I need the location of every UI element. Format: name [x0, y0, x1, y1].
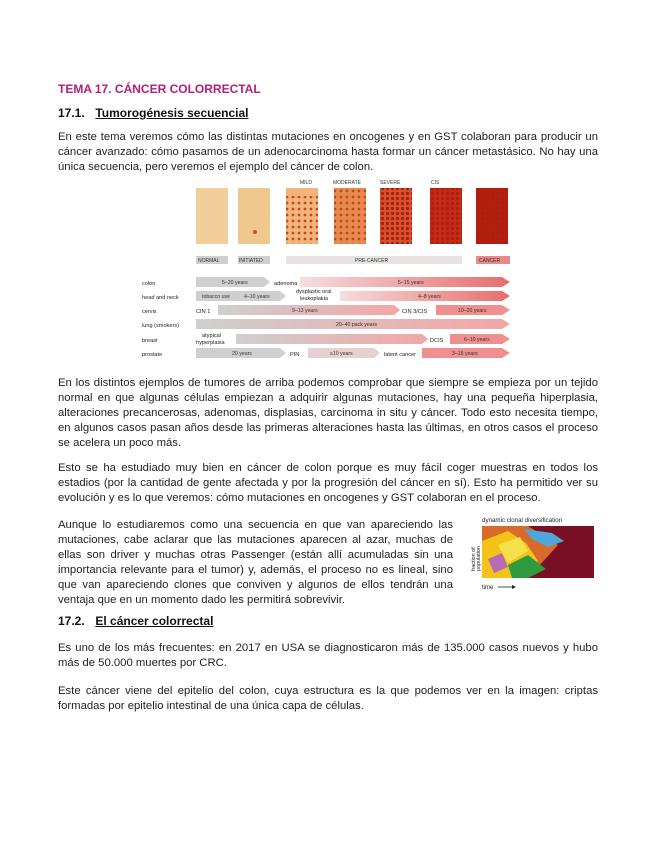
paragraph-epithelium: Este cáncer viene del epitelio del colon, cuya estructura es la que podemos ver en la imagen: criptas formadas por epitelio intestinal de una única capa de células.	[58, 685, 598, 712]
svg-text:lung (smokers): lung (smokers)	[142, 323, 179, 329]
stage-label-cis: CIS	[431, 180, 440, 186]
section-heading-1	[58, 106, 249, 120]
paragraph-examples: En los distintos ejemplos de tumores de arriba podemos comprobar que siempre se empieza por un tejido normal en que algunas células empiezan a adquirir algunas mutaciones, hay una pequeña hiperplasia, alteraciones precancerosas, adenomas, displasias, carcinoma in situ y cáncer. Todo esto necesita tiempo, en algunos casos pasan años desde las primeras alteraciones hasta las últimas, en otros casos el proceso se acelera un poco más.	[58, 377, 598, 449]
paragraph-frequency: Es uno de los más frecuentes: en 2017 en USA se diagnosticaron más de 135.000 casos nuevos y hubo más de 50.000 muertes por CRC.	[58, 642, 598, 669]
section-number: 17.2.	[58, 614, 85, 628]
svg-text:20–40 pack years: 20–40 pack years	[336, 322, 377, 328]
tissue-initiated	[238, 188, 270, 244]
row-cervix	[142, 305, 510, 315]
svg-text:breast: breast	[142, 338, 158, 344]
section-number: 17.1.	[58, 106, 85, 120]
svg-text:head and neck: head and neck	[142, 295, 179, 301]
svg-text:DCIS: DCIS	[430, 338, 444, 344]
row-breast	[142, 333, 510, 346]
svg-text:≥10 years: ≥10 years	[330, 351, 353, 357]
figure2-ylabel-2: population	[476, 546, 482, 571]
stage-label-moderate: MODERATE	[333, 180, 361, 186]
svg-text:prostate: prostate	[142, 352, 163, 358]
svg-text:dysplastic oral: dysplastic oral	[296, 289, 332, 295]
stage-initiated: INITIATED	[239, 258, 263, 264]
svg-text:4–8 years: 4–8 years	[418, 294, 441, 300]
chapter-title: TEMA 17. CÁNCER COLORRECTAL	[58, 82, 261, 96]
svg-text:adenoma: adenoma	[274, 281, 298, 287]
stage-label-severe: SEVERE	[380, 180, 401, 186]
section-heading-2	[58, 614, 213, 628]
tissue-panels	[196, 188, 508, 244]
svg-text:10–20 years: 10–20 years	[458, 308, 487, 314]
paragraph-clones: Aunque lo estudiaremos como una secuencia en que van apareciendo las mutaciones, cabe aclarar que las mutaciones aparecen al azar, muchas de ellas son driver y muchas otras Passenger (están allí acumuladas sin una importancia relevante para el tumor) y, además, el proceso no es lineal, sino que van apareciendo clones que conviven y algunos de ellos tendrán una ventaja que en un momento dado les permitirá sobrevivir.	[58, 519, 453, 606]
stage-cancer: CANCER	[479, 258, 501, 264]
svg-text:9–13 years: 9–13 years	[292, 308, 318, 314]
svg-text:4–10 years: 4–10 years	[244, 294, 270, 300]
svg-text:latent cancer: latent cancer	[384, 352, 417, 358]
svg-text:hyperplasia: hyperplasia	[196, 340, 225, 346]
svg-text:5–20 years: 5–20 years	[222, 280, 248, 286]
row-head-and-neck	[142, 289, 510, 302]
svg-text:PIN: PIN	[290, 352, 300, 358]
svg-text:tobacco use: tobacco use	[202, 294, 230, 300]
tumor-progression-figure	[140, 176, 520, 366]
figure2-title: dynamic clonal diversification	[482, 517, 563, 524]
svg-text:5–15 years: 5–15 years	[398, 280, 424, 286]
stage-label-mild: MILD	[300, 180, 312, 186]
svg-text:6–10 years: 6–10 years	[464, 337, 490, 343]
svg-text:CIN 3/CIS: CIN 3/CIS	[402, 309, 428, 315]
svg-text:atypical: atypical	[202, 333, 221, 339]
paragraph-intro: En este tema veremos cómo las distintas mutaciones en oncogenes y en GST colaboran para producir un cáncer avanzado: cómo pasamos de un adenocarcinoma hasta formar un cáncer metastásico. No hay una única secuencia, pero veremos el ejemplo del cáncer de colon.	[58, 131, 598, 173]
svg-text:CIN 1: CIN 1	[196, 309, 211, 315]
section-title: El cáncer colorrectal	[95, 614, 214, 628]
svg-text:colon: colon	[142, 281, 156, 287]
svg-text:3–15 years: 3–15 years	[452, 351, 478, 357]
svg-text:leukoplakia: leukoplakia	[300, 296, 328, 302]
section-title: Tumorogénesis secuencial	[95, 106, 249, 120]
stage-normal: NORMAL	[198, 258, 220, 264]
paragraph-colon-study: Esto se ha estudiado muy bien en cáncer de colon porque es muy fácil coger muestras en todos los estadios (por la cantidad de gente afectada y por la progresión del cáncer en sí). Esto ha permitido ver su evolución y es lo que veremos: cómo mutaciones en oncogenes y GST colaboran en el proceso.	[58, 462, 598, 504]
svg-text:cervix: cervix	[142, 309, 157, 315]
row-colon	[142, 277, 510, 287]
svg-text:20 years: 20 years	[232, 351, 252, 357]
tissue-normal	[196, 188, 228, 244]
stage-precancer: PRE-CANCER	[355, 258, 389, 264]
figure2-xlabel: time	[482, 585, 494, 591]
clonal-diversification-figure	[468, 515, 600, 595]
row-lung-smokers	[142, 319, 510, 329]
row-prostate	[142, 348, 510, 358]
figure2-ylabel-1: fraction of	[471, 547, 477, 571]
